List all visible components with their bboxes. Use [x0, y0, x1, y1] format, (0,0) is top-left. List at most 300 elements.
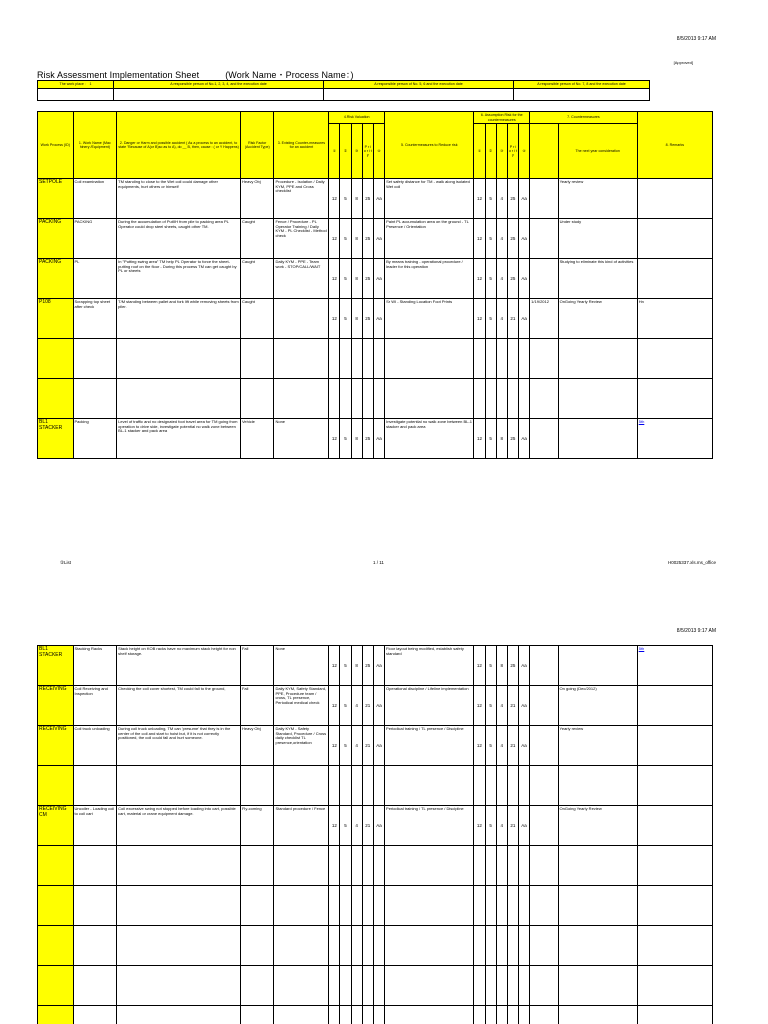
- cell-remarks: [637, 846, 712, 886]
- cell-work-process: SETPOLE: [38, 179, 74, 219]
- cell-rv-2: [340, 886, 351, 926]
- cell-as-3: 4: [496, 686, 507, 726]
- cell-existing: Daily KYM, Safety Standard, PPE, Procedure team / cross, TL presence, Periodical medical check: [274, 686, 329, 726]
- cell-rv-3: 4: [351, 686, 362, 726]
- cell-work-process: [38, 766, 74, 806]
- cell-rv-1: 12: [329, 259, 340, 299]
- cell-work-process: [38, 1006, 74, 1024]
- cell-as-4: Aa: [519, 259, 530, 299]
- cell-date: [530, 926, 558, 966]
- header-remarks: 8. Remarks: [637, 112, 712, 179]
- cell-rv-priority: 25: [362, 646, 373, 686]
- cell-date: 1/19/2012: [530, 299, 558, 339]
- cell-rv-priority: [362, 339, 373, 379]
- cell-countermeasure: [385, 1006, 474, 1024]
- cell-risk-factor: [240, 846, 273, 886]
- cell-risk-factor: [240, 379, 273, 419]
- cell-next-year: Under study: [558, 219, 637, 259]
- header-next-year: The next year consideration: [558, 124, 637, 179]
- cell-risk-factor: [240, 1006, 273, 1024]
- cell-rv-3: [351, 966, 362, 1006]
- cell-rv-priority: [362, 926, 373, 966]
- cell-as-priority: 21: [507, 726, 518, 766]
- cell-rv-4: Aa: [373, 726, 384, 766]
- cell-rv-priority: 25: [362, 179, 373, 219]
- risk-table-page-2: [37, 645, 713, 1024]
- cell-as-2: 5: [485, 646, 496, 686]
- cell-work-name: [73, 846, 117, 886]
- cell-as-priority: 25: [507, 259, 518, 299]
- cell-as-4: [518, 846, 529, 886]
- cell-existing: [274, 886, 329, 926]
- cell-work-process: P108: [38, 299, 74, 339]
- cell-work-name: Stacking Racks: [73, 646, 117, 686]
- table-row: [38, 686, 713, 726]
- header-as-1: ①: [474, 124, 485, 179]
- header-as-4: ④: [519, 124, 530, 179]
- responsible-7-cell: A responsible person of No. 7, 8 and the execution date: [514, 81, 650, 89]
- cell-remarks: [637, 926, 712, 966]
- page-separator: [0, 583, 768, 585]
- cell-countermeasure: Periodical training / TL presence / Discipline: [385, 806, 474, 846]
- cell-as-priority: 25: [507, 179, 518, 219]
- cell-as-priority: [507, 926, 518, 966]
- cell-rv-priority: 25: [362, 219, 373, 259]
- cell-next-year: [558, 846, 637, 886]
- cell-risk-factor: Caught: [240, 259, 273, 299]
- cell-next-year: OnGoing Yearly Review: [558, 299, 637, 339]
- risk-rows-page-1: [38, 179, 713, 459]
- cell-rv-priority: 21: [362, 686, 373, 726]
- cell-as-2: 5: [485, 259, 496, 299]
- cell-rv-priority: [362, 1006, 373, 1024]
- cell-existing: Daily KYM - PPE - Team work - STOP/CALL/WAIT: [274, 259, 329, 299]
- cell-rv-3: [351, 766, 362, 806]
- cell-work-name: Coil truck unloading: [73, 726, 117, 766]
- cell-as-1: [474, 846, 485, 886]
- cell-countermeasure: [385, 966, 474, 1006]
- cell-risk-factor: Vehicle: [240, 419, 273, 459]
- cell-danger: Checking the coil cover shortest, TM could fall to the ground,: [117, 686, 241, 726]
- cell-work-process: RECEIVING CM: [38, 806, 74, 846]
- cell-rv-2: [340, 339, 351, 379]
- cell-rv-2: 5: [340, 179, 351, 219]
- cell-as-2: 5: [485, 806, 496, 846]
- cell-date: [530, 339, 558, 379]
- cell-as-2: [485, 846, 496, 886]
- cell-as-2: [485, 339, 496, 379]
- cell-rv-2: [340, 966, 351, 1006]
- cell-countermeasure: Paint PL accumulation area on the ground - TL Presence / Orientation: [385, 219, 474, 259]
- responsible-5-cell: A responsible person of No. 5, 6 and the execution date: [324, 81, 514, 89]
- cell-existing: Daily KYM - Safety Standard, Procedure / Cross daily checklist TL presence,orientation: [274, 726, 329, 766]
- cell-next-year: OnGoing Yearly Review: [558, 806, 637, 846]
- cell-rv-1: 12: [329, 179, 340, 219]
- cell-date: [530, 846, 558, 886]
- cell-rv-2: 5: [340, 299, 351, 339]
- cell-as-3: [496, 926, 507, 966]
- cell-risk-factor: Fall: [240, 646, 273, 686]
- cell-risk-factor: Caught: [240, 299, 273, 339]
- cell-as-4: Aa: [519, 179, 530, 219]
- header-work-process: Work Process (ID): [38, 112, 74, 179]
- cell-next-year: [558, 966, 637, 1006]
- cell-as-priority: [507, 766, 518, 806]
- cell-rv-4: Aa: [373, 259, 384, 299]
- cell-as-4: Aa: [518, 686, 529, 726]
- cell-as-4: [519, 379, 530, 419]
- cell-as-4: [519, 339, 530, 379]
- cell-date: [530, 766, 558, 806]
- cell-countermeasure: [385, 766, 474, 806]
- cell-next-year: [558, 379, 637, 419]
- cell-as-2: [485, 926, 496, 966]
- cell-as-1: [474, 766, 485, 806]
- cell-danger: [117, 846, 241, 886]
- table-row: [38, 299, 713, 339]
- cell-as-1: [474, 339, 485, 379]
- cell-as-3: [496, 846, 507, 886]
- header-rv-3: ③: [351, 124, 362, 179]
- cell-rv-1: 12: [329, 219, 340, 259]
- cell-danger: [117, 926, 241, 966]
- header-rv-1: ①: [329, 124, 340, 179]
- cell-rv-4: Aa: [373, 299, 384, 339]
- cell-existing: [274, 379, 329, 419]
- cell-rv-priority: 21: [362, 726, 373, 766]
- cell-countermeasure: Set safety distance for TM - walk along isolated Wet coil: [385, 179, 474, 219]
- footer-file-name: H0025337.xls.ms_office: [668, 560, 716, 565]
- title-subtitle: (Work Name・Process Name：): [225, 70, 354, 80]
- cell-work-process: RECEIVING: [38, 686, 74, 726]
- cell-as-2: 5: [485, 726, 496, 766]
- cell-rv-4: Aa: [373, 686, 384, 726]
- cell-countermeasure: Operational discipline / Lifeline implementation: [385, 686, 474, 726]
- cell-rv-4: [373, 1006, 384, 1024]
- cell-danger: TM standing to close to the Wet coil could damage other equipments, hurt others or himself: [117, 179, 241, 219]
- cell-rv-2: 5: [340, 419, 351, 459]
- table-row: [38, 726, 713, 766]
- cell-rv-1: [329, 966, 340, 1006]
- cell-remarks: [637, 1006, 712, 1024]
- cell-date: [530, 886, 558, 926]
- cell-risk-factor: [240, 926, 273, 966]
- cell-rv-3: 8: [351, 299, 362, 339]
- cell-existing: [274, 926, 329, 966]
- cell-rv-priority: 25: [362, 259, 373, 299]
- cell-countermeasure: [385, 846, 474, 886]
- table-row: [38, 966, 713, 1006]
- cell-rv-1: 12: [329, 806, 340, 846]
- table-row: [38, 646, 713, 686]
- cell-as-priority: 25: [507, 219, 518, 259]
- cell-danger: [117, 966, 241, 1006]
- cell-as-4: [518, 766, 529, 806]
- cell-remarks: [637, 219, 712, 259]
- cell-countermeasure: Investigate potential no walk zone between BL-1 stacker and pack area: [385, 419, 474, 459]
- cell-as-priority: 25: [507, 646, 518, 686]
- cell-rv-4: Aa: [373, 419, 384, 459]
- cell-danger: T/M standing between pallet and fork lift while removing sheets from piler.: [117, 299, 241, 339]
- cell-as-1: [474, 379, 485, 419]
- cell-rv-2: [340, 766, 351, 806]
- cell-existing: Fence / Procedure - PL Operator Training / Daily KYM - PL Checklist - Method check: [274, 219, 329, 259]
- cell-work-name: [73, 339, 117, 379]
- cell-as-3: 4: [496, 299, 507, 339]
- cell-as-1: 12: [474, 726, 485, 766]
- cell-rv-3: 4: [351, 806, 362, 846]
- cell-rv-priority: [362, 966, 373, 1006]
- cell-as-2: 5: [485, 686, 496, 726]
- cell-rv-priority: [362, 886, 373, 926]
- cell-as-priority: 21: [507, 806, 518, 846]
- table-row: [38, 419, 713, 459]
- table-row: [38, 886, 713, 926]
- cell-rv-2: 5: [340, 686, 351, 726]
- responsible-table: [37, 80, 650, 101]
- cell-as-3: [496, 966, 507, 1006]
- cell-rv-3: [351, 886, 362, 926]
- cell-as-2: [485, 379, 496, 419]
- header-as-2: ②: [485, 124, 496, 179]
- cell-remarks: [637, 179, 712, 219]
- header-as-priority: P r i o r i t y: [507, 124, 518, 179]
- cell-as-1: [474, 886, 485, 926]
- cell-work-name: [73, 966, 117, 1006]
- cell-as-1: 12: [474, 179, 485, 219]
- cell-remarks: [637, 686, 712, 726]
- cell-as-1: [474, 926, 485, 966]
- cell-rv-3: [351, 379, 362, 419]
- approved-label: [Approved]: [673, 60, 693, 65]
- cell-as-1: 12: [474, 419, 485, 459]
- cell-rv-4: [373, 846, 384, 886]
- cell-remarks: [637, 379, 712, 419]
- cell-next-year: Studying to eliminate this kind of activities: [558, 259, 637, 299]
- cell-remarks[interactable]: 5th: [637, 419, 712, 459]
- cell-countermeasure: Floor layout being modified, establish safety standard: [385, 646, 474, 686]
- cell-danger: Coil excessive swing not stopped before loading into cart, possible cart, material or crane equipment damage.: [117, 806, 241, 846]
- cell-as-1: 12: [474, 646, 485, 686]
- header-danger: 2. Danger or Harm and possible accident ( As a process to an accident, to state "Because of A(or B)so as to A), do __ B, then, cause : ( or Y Happens): [117, 112, 241, 179]
- table-row: [38, 339, 713, 379]
- cell-work-name: Coil Receiving and Inspection: [73, 686, 117, 726]
- cell-rv-2: 5: [340, 646, 351, 686]
- header-risk-factor: Risk Factor (Accident Type): [240, 112, 273, 179]
- cell-work-process: RECEIVING: [38, 726, 74, 766]
- cell-rv-2: 5: [340, 259, 351, 299]
- cell-rv-1: [329, 379, 340, 419]
- cell-as-3: 4: [496, 726, 507, 766]
- cell-rv-3: 4: [351, 726, 362, 766]
- cell-as-3: [496, 379, 507, 419]
- cell-countermeasure: Periodical training / TL presence / Discipline: [385, 726, 474, 766]
- cell-as-4: Aa: [519, 219, 530, 259]
- cell-as-1: [474, 966, 485, 1006]
- cell-existing: [274, 766, 329, 806]
- header-rv-priority: P r i o r i t y: [362, 124, 373, 179]
- cell-as-priority: 21: [507, 299, 518, 339]
- cell-as-1: 12: [474, 219, 485, 259]
- cell-existing: None: [274, 419, 329, 459]
- cell-danger: During the accumulation of PutIIH from pile to packing area PL Operator could drop steel sheets, caught other TM.: [117, 219, 241, 259]
- table-row: [38, 379, 713, 419]
- cell-next-year: [558, 646, 637, 686]
- cell-countermeasure: Sr WI - Standing Location Foot Prints: [385, 299, 474, 339]
- cell-work-name: [73, 1006, 117, 1024]
- header-date: [530, 124, 558, 179]
- cell-next-year: [558, 339, 637, 379]
- cell-existing: [274, 966, 329, 1006]
- cell-risk-factor: Heavy Obj: [240, 179, 273, 219]
- cell-as-4: [518, 1006, 529, 1024]
- cell-countermeasure: [385, 379, 474, 419]
- cell-next-year: Yearly review: [558, 726, 637, 766]
- print-datestamp: 8/5/2013 9:17 AM: [676, 36, 716, 42]
- cell-rv-1: [329, 766, 340, 806]
- title-text: Risk Assessment Implementation Sheet: [37, 70, 200, 80]
- cell-danger: [117, 379, 241, 419]
- cell-rv-2: 5: [340, 219, 351, 259]
- cell-danger: During coil truck unloading, TM can 'presume' that they is in the center of the coil and start to hoist but, if it is not correctly positioned, the coil could fall and hurt someone.: [117, 726, 241, 766]
- cell-rv-4: Aa: [373, 806, 384, 846]
- cell-rv-1: [329, 339, 340, 379]
- table-row: [38, 806, 713, 846]
- cell-countermeasure: [385, 926, 474, 966]
- table-row: [38, 846, 713, 886]
- cell-rv-2: 5: [340, 806, 351, 846]
- cell-danger: [117, 339, 241, 379]
- cell-as-4: [518, 886, 529, 926]
- cell-rv-priority: 25: [362, 419, 373, 459]
- cell-as-2: [485, 886, 496, 926]
- cell-as-2: [485, 966, 496, 1006]
- cell-work-process: [38, 966, 74, 1006]
- workplace-cell: The work place ： 1: [38, 81, 114, 89]
- cell-rv-1: [329, 886, 340, 926]
- header-countermeasures-7: 7. Countermeasures: [530, 112, 638, 124]
- cell-rv-2: 5: [340, 726, 351, 766]
- cell-remarks: [637, 339, 712, 379]
- header-assumption: 6. Assumption Risk for the countermeasures: [474, 112, 530, 124]
- cell-as-3: 8: [496, 646, 507, 686]
- cell-date: [530, 1006, 558, 1024]
- cell-as-priority: [507, 966, 518, 1006]
- cell-rv-4: [373, 766, 384, 806]
- cell-as-3: [496, 766, 507, 806]
- cell-remarks[interactable]: 5th: [637, 646, 712, 686]
- cell-as-4: [518, 966, 529, 1006]
- header-countermeasures: 5. Countermeasures to Reduce risk: [385, 112, 474, 179]
- cell-rv-1: 12: [329, 299, 340, 339]
- cell-next-year: Yearly review: [558, 179, 637, 219]
- cell-work-process: [38, 926, 74, 966]
- cell-risk-factor: [240, 886, 273, 926]
- cell-existing: None: [274, 646, 329, 686]
- cell-countermeasure: [385, 339, 474, 379]
- cell-work-process: [38, 339, 74, 379]
- cell-danger: In "Putting swing area" TM help PL Operator to force the sheet-putting roof on the floor - During this process TM can get caught by PL or sheets: [117, 259, 241, 299]
- cell-work-name: [73, 886, 117, 926]
- cell-as-1: 12: [474, 259, 485, 299]
- table-row: [38, 1006, 713, 1024]
- cell-as-priority: 21: [507, 686, 518, 726]
- cell-risk-factor: Fly-coming: [240, 806, 273, 846]
- risk-table-page-1: [37, 111, 713, 459]
- cell-as-3: 4: [496, 219, 507, 259]
- table-row: [38, 766, 713, 806]
- cell-rv-3: [351, 846, 362, 886]
- header-existing: 3. Existing Counter-measures for an accident: [274, 112, 329, 179]
- cell-as-3: 4: [496, 179, 507, 219]
- cell-danger: [117, 1006, 241, 1024]
- cell-work-name: Coil examination: [73, 179, 117, 219]
- cell-rv-1: [329, 846, 340, 886]
- header-rv-2: ②: [340, 124, 351, 179]
- cell-as-2: 5: [485, 219, 496, 259]
- cell-next-year: [558, 419, 637, 459]
- responsible-1-cell: A responsible person of No.1, 2, 3, 4, and the execution date: [114, 81, 324, 89]
- cell-as-priority: [507, 1006, 518, 1024]
- cell-rv-3: 8: [351, 646, 362, 686]
- cell-date: [530, 686, 558, 726]
- cell-as-3: [496, 339, 507, 379]
- cell-work-name: Packing: [73, 419, 117, 459]
- cell-work-process: [38, 379, 74, 419]
- cell-next-year: On going (Dec/2012): [558, 686, 637, 726]
- cell-work-name: [73, 766, 117, 806]
- cell-as-priority: [507, 846, 518, 886]
- cell-as-4: Aa: [519, 419, 530, 459]
- table-row: [38, 219, 713, 259]
- cell-as-3: [496, 886, 507, 926]
- print-datestamp-2: 8/5/2013 9:17 AM: [676, 628, 716, 634]
- cell-rv-3: [351, 926, 362, 966]
- cell-danger: Level of traffic and no designated foot travel area for TM going from operation to drive side, investigate potential no walk zone between BL-1 stacker and pack area: [117, 419, 241, 459]
- cell-rv-2: [340, 379, 351, 419]
- cell-as-priority: [507, 886, 518, 926]
- cell-as-1: 12: [474, 299, 485, 339]
- cell-countermeasure: By means training - operational procedure / leader for this operation: [385, 259, 474, 299]
- cell-rv-2: [340, 1006, 351, 1024]
- cell-date: [530, 179, 558, 219]
- cell-next-year: [558, 926, 637, 966]
- cell-as-4: Aa: [518, 806, 529, 846]
- cell-as-2: [485, 1006, 496, 1024]
- cell-as-2: 5: [485, 419, 496, 459]
- cell-rv-4: Aa: [373, 646, 384, 686]
- table-row: [38, 259, 713, 299]
- cell-work-process: PACKING: [38, 219, 74, 259]
- cell-as-1: 12: [474, 686, 485, 726]
- cell-remarks: [637, 259, 712, 299]
- cell-as-2: 5: [485, 179, 496, 219]
- cell-work-process: [38, 846, 74, 886]
- cell-rv-3: 8: [351, 179, 362, 219]
- cell-work-name: Scrapping top sheet after check: [73, 299, 117, 339]
- cell-remarks: [637, 766, 712, 806]
- cell-rv-priority: 21: [362, 806, 373, 846]
- cell-date: [530, 259, 558, 299]
- cell-remarks: [637, 886, 712, 926]
- cell-danger: [117, 886, 241, 926]
- cell-date: [530, 219, 558, 259]
- cell-as-2: 5: [485, 299, 496, 339]
- cell-as-4: Aa: [518, 646, 529, 686]
- cell-existing: Procedure - Isolation / Daily KYM, PPE and Cross checklist: [274, 179, 329, 219]
- cell-remarks: [637, 806, 712, 846]
- cell-rv-1: 12: [329, 419, 340, 459]
